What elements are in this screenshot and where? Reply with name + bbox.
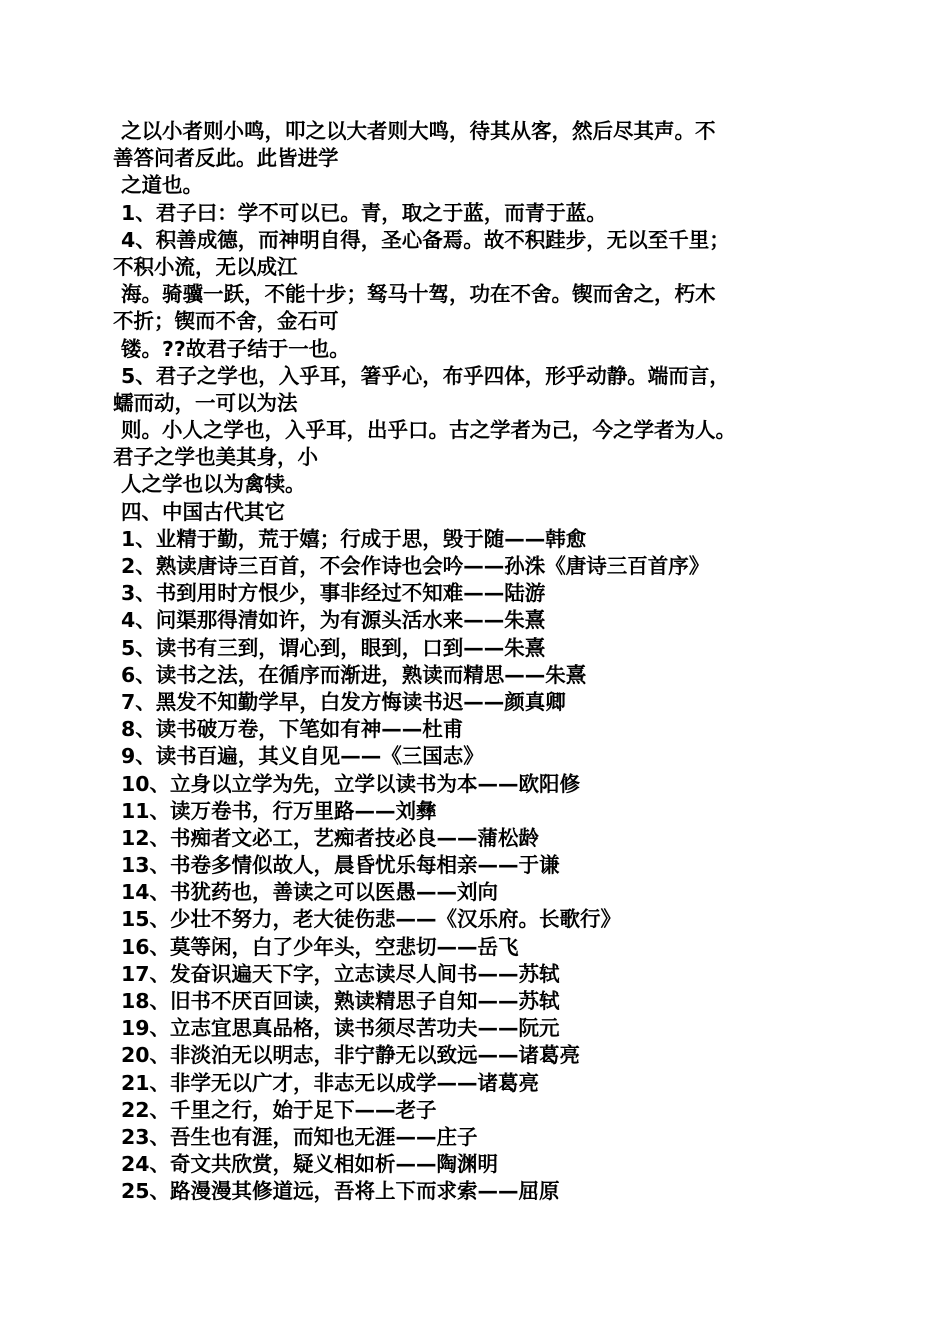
quote-item: 25、路漫漫其修道远，吾将上下而求索——屈原 xyxy=(121,1179,560,1204)
quote-item: 1、业精于勤，荒于嬉；行成于思，毁于随——韩愈 xyxy=(121,526,587,551)
quote-item: 13、书卷多情似故人，晨昏忧乐每相亲——于谦 xyxy=(121,853,560,878)
quote-item: 11、读万卷书，行万里路——刘彝 xyxy=(121,798,437,823)
quote-item: 22、千里之行，始于足下——老子 xyxy=(121,1097,437,1122)
text-line: 不积小流，无以成江 xyxy=(113,254,298,279)
quote-item: 23、吾生也有涯，而知也无涯——庄子 xyxy=(121,1124,478,1149)
quote-item: 21、非学无以广才，非志无以成学——诸葛亮 xyxy=(121,1070,540,1095)
quote-item: 3、书到用时方恨少，事非经过不知难——陆游 xyxy=(121,581,546,606)
text-line: 之道也。 xyxy=(121,173,203,198)
quote-item: 8、读书破万卷，下笔如有神——杜甫 xyxy=(121,717,464,742)
text-line: 海。骑骥一跃，不能十步；驽马十驾，功在不舍。锲而舍之，朽木 xyxy=(121,282,716,307)
quote-item: 24、奇文共欣赏，疑义相如析——陶渊明 xyxy=(121,1152,499,1177)
text-line: 善答问者反此。此皆进学 xyxy=(113,146,339,171)
quote-item: 18、旧书不厌百回读，熟读精思子自知——苏轼 xyxy=(121,989,560,1013)
quote-item: 20、非淡泊无以明志，非宁静无以致远——诸葛亮 xyxy=(121,1043,581,1068)
quote-item: 14、书犹药也，善读之可以医愚——刘向 xyxy=(121,880,499,905)
quote-item: 5、读书有三到，谓心到，眼到，口到——朱熹 xyxy=(121,635,546,660)
quote-item: 9、读书百遍，其义自见——《三国志》 xyxy=(121,744,484,769)
document-body xyxy=(113,118,843,1206)
quote-item: 4、问渠那得清如许，为有源头活水来——朱熹 xyxy=(121,608,546,633)
quote-item: 2、熟读唐诗三百首，不会作诗也会吟——孙洙《唐诗三百首序》 xyxy=(121,554,710,578)
text-line: 君子之学也美其身，小 xyxy=(113,445,318,470)
section-heading: 四、中国古代其它 xyxy=(121,499,285,524)
text-line: 不折；锲而不舍，金石可 xyxy=(113,309,339,334)
quote-item: 16、莫等闲，白了少年头，空悲切——岳飞 xyxy=(121,934,519,959)
quote-item: 15、少壮不努力，老大徒伤悲——《汉乐府。长歌行》 xyxy=(121,907,622,932)
quote-item: 17、发奋识遍天下字，立志读尽人间书——苏轼 xyxy=(121,961,560,986)
text-line: 1、君子曰：学不可以已。青，取之于蓝，而青于蓝。 xyxy=(121,200,607,225)
quote-item: 7、黑发不知勤学早，白发方悔读书迟——颜真卿 xyxy=(121,689,566,714)
text-line: 蠕而动，一可以为法 xyxy=(113,390,298,415)
quote-item: 19、立志宜思真品格，读书须尽苦功夫——阮元 xyxy=(121,1016,560,1041)
quote-item: 10、立身以立学为先，立学以读书为本——欧阳修 xyxy=(121,771,581,796)
text-line: 之以小者则小鸣，叩之以大者则大鸣，待其从客，然后尽其声。不 xyxy=(121,119,716,143)
quote-item: 6、读书之法，在循序而渐进，熟读而精思——朱熹 xyxy=(121,662,587,687)
text-line: 则。小人之学也，入乎耳，出乎口。古之学者为己，今之学者为人。 xyxy=(121,418,736,443)
text-line: 4、积善成德，而神明自得，圣心备焉。故不积跬步，无以至千里； xyxy=(121,227,730,252)
text-line: 5、君子之学也，入乎耳，箸乎心，布乎四体，形乎动静。端而言， xyxy=(121,363,730,388)
text-line: 镂。??故君子结于一也。 xyxy=(121,336,350,361)
quote-item: 12、书痴者文必工，艺痴者技必良——蒲松龄 xyxy=(121,825,540,850)
text-line: 人之学也以为禽犊。 xyxy=(121,472,306,497)
